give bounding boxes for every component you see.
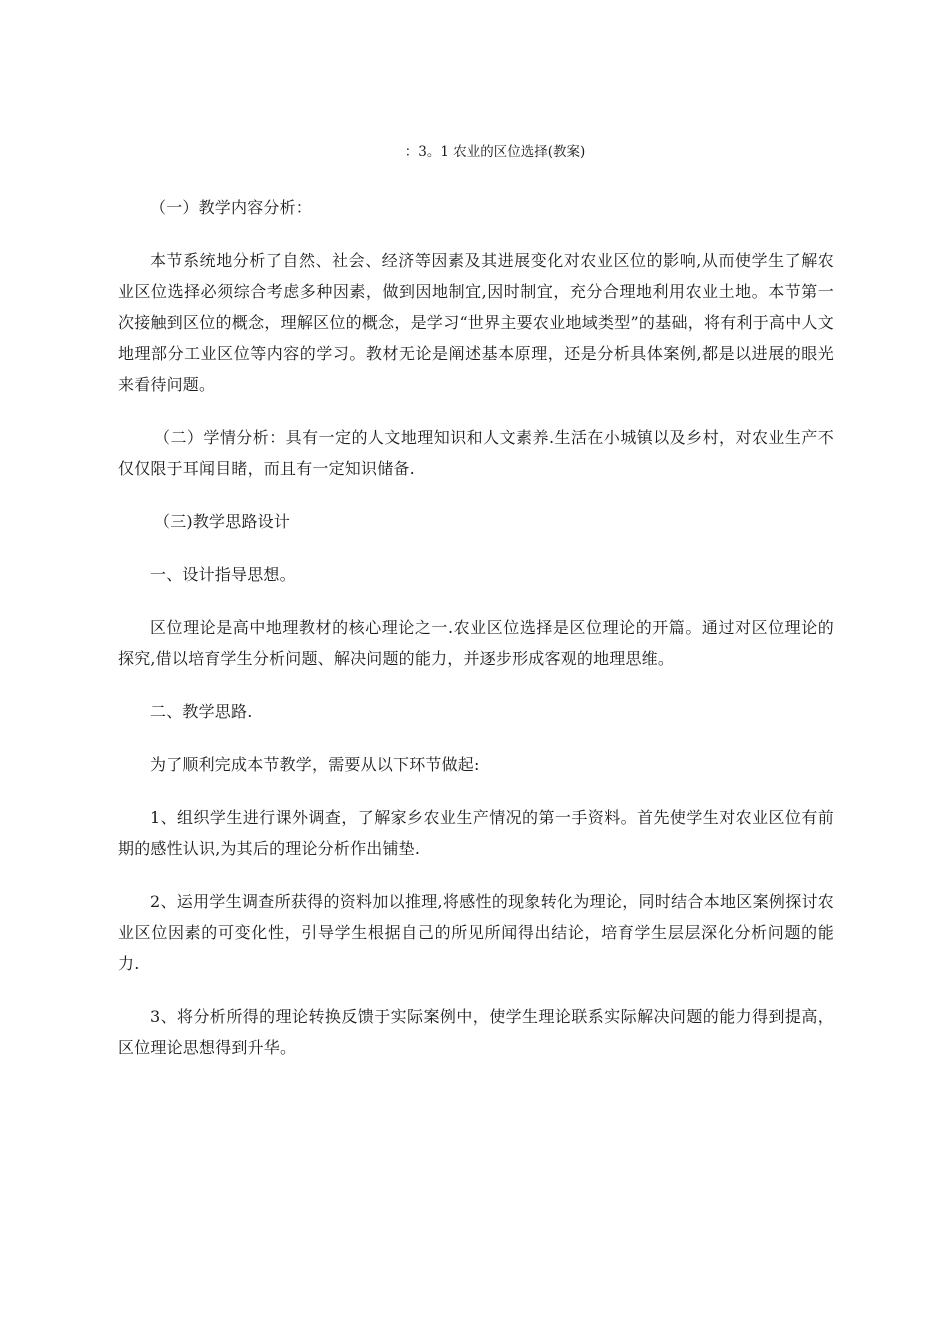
section-heading-design: （三)教学思路设计 [154,512,291,531]
document-title: ：3。1 农业的区位选择(教案) [404,144,586,160]
list-item-step-1: 1、组织学生进行课外调查，了解家乡农业生产情况的第一手资料。首先使学生对农业区位有前期的感性认识,为其后的理论分析作出铺垫. [118,808,834,858]
paragraph-learner-analysis: （二）学情分析：具有一定的人文地理知识和人文素养.生活在小城镇以及乡村，对农业生产不仅仅限于耳闻目睹，而且有一定知识储备. [118,428,834,478]
subheading-teaching-approach: 二、教学思路. [150,702,253,721]
document-body [118,192,834,1085]
list-item-step-2: 2、运用学生调查所获得的资料加以推理,将感性的现象转化为理论，同时结合本地区案例探讨农业区位因素的可变化性，引导学生根据自己的所见所闻得出结论，培育学生层层深化分析问题的能力. [118,892,834,973]
paragraph-content-analysis: 本节系统地分析了自然、社会、经济等因素及其进展变化对农业区位的影响,从而使学生了解农业区位选择必须综合考虑多种因素，做到因地制宜,因时制宜，充分合理地利用农业土地。本节第一次接触到区位的概念，理解区位的概念，是学习“世界主要农业地域类型”的基础，将有利于高中人文地理部分工业区位等内容的学习。教材无论是阐述基本原理，还是分析具体案例,都是以进展的眼光来看待问题。 [118,251,834,394]
paragraph-intro-steps: 为了顺利完成本节教学，需要从以下环节做起: [150,755,480,774]
list-item-step-3: 3、将分析所得的理论转换反馈于实际案例中，使学生理论联系实际解决问题的能力得到提高，区位理论思想得到升华。 [118,1007,834,1057]
subheading-guiding-idea: 一、设计指导思想。 [150,565,296,584]
paragraph-guiding-idea: 区位理论是高中地理教材的核心理论之一.农业区位选择是区位理论的开篇。通过对区位理论的探究,借以培育学生分析问题、解决问题的能力，并逐步形成客观的地理思维。 [118,618,834,668]
section-heading-content-analysis: （一）教学内容分析： [150,198,313,217]
